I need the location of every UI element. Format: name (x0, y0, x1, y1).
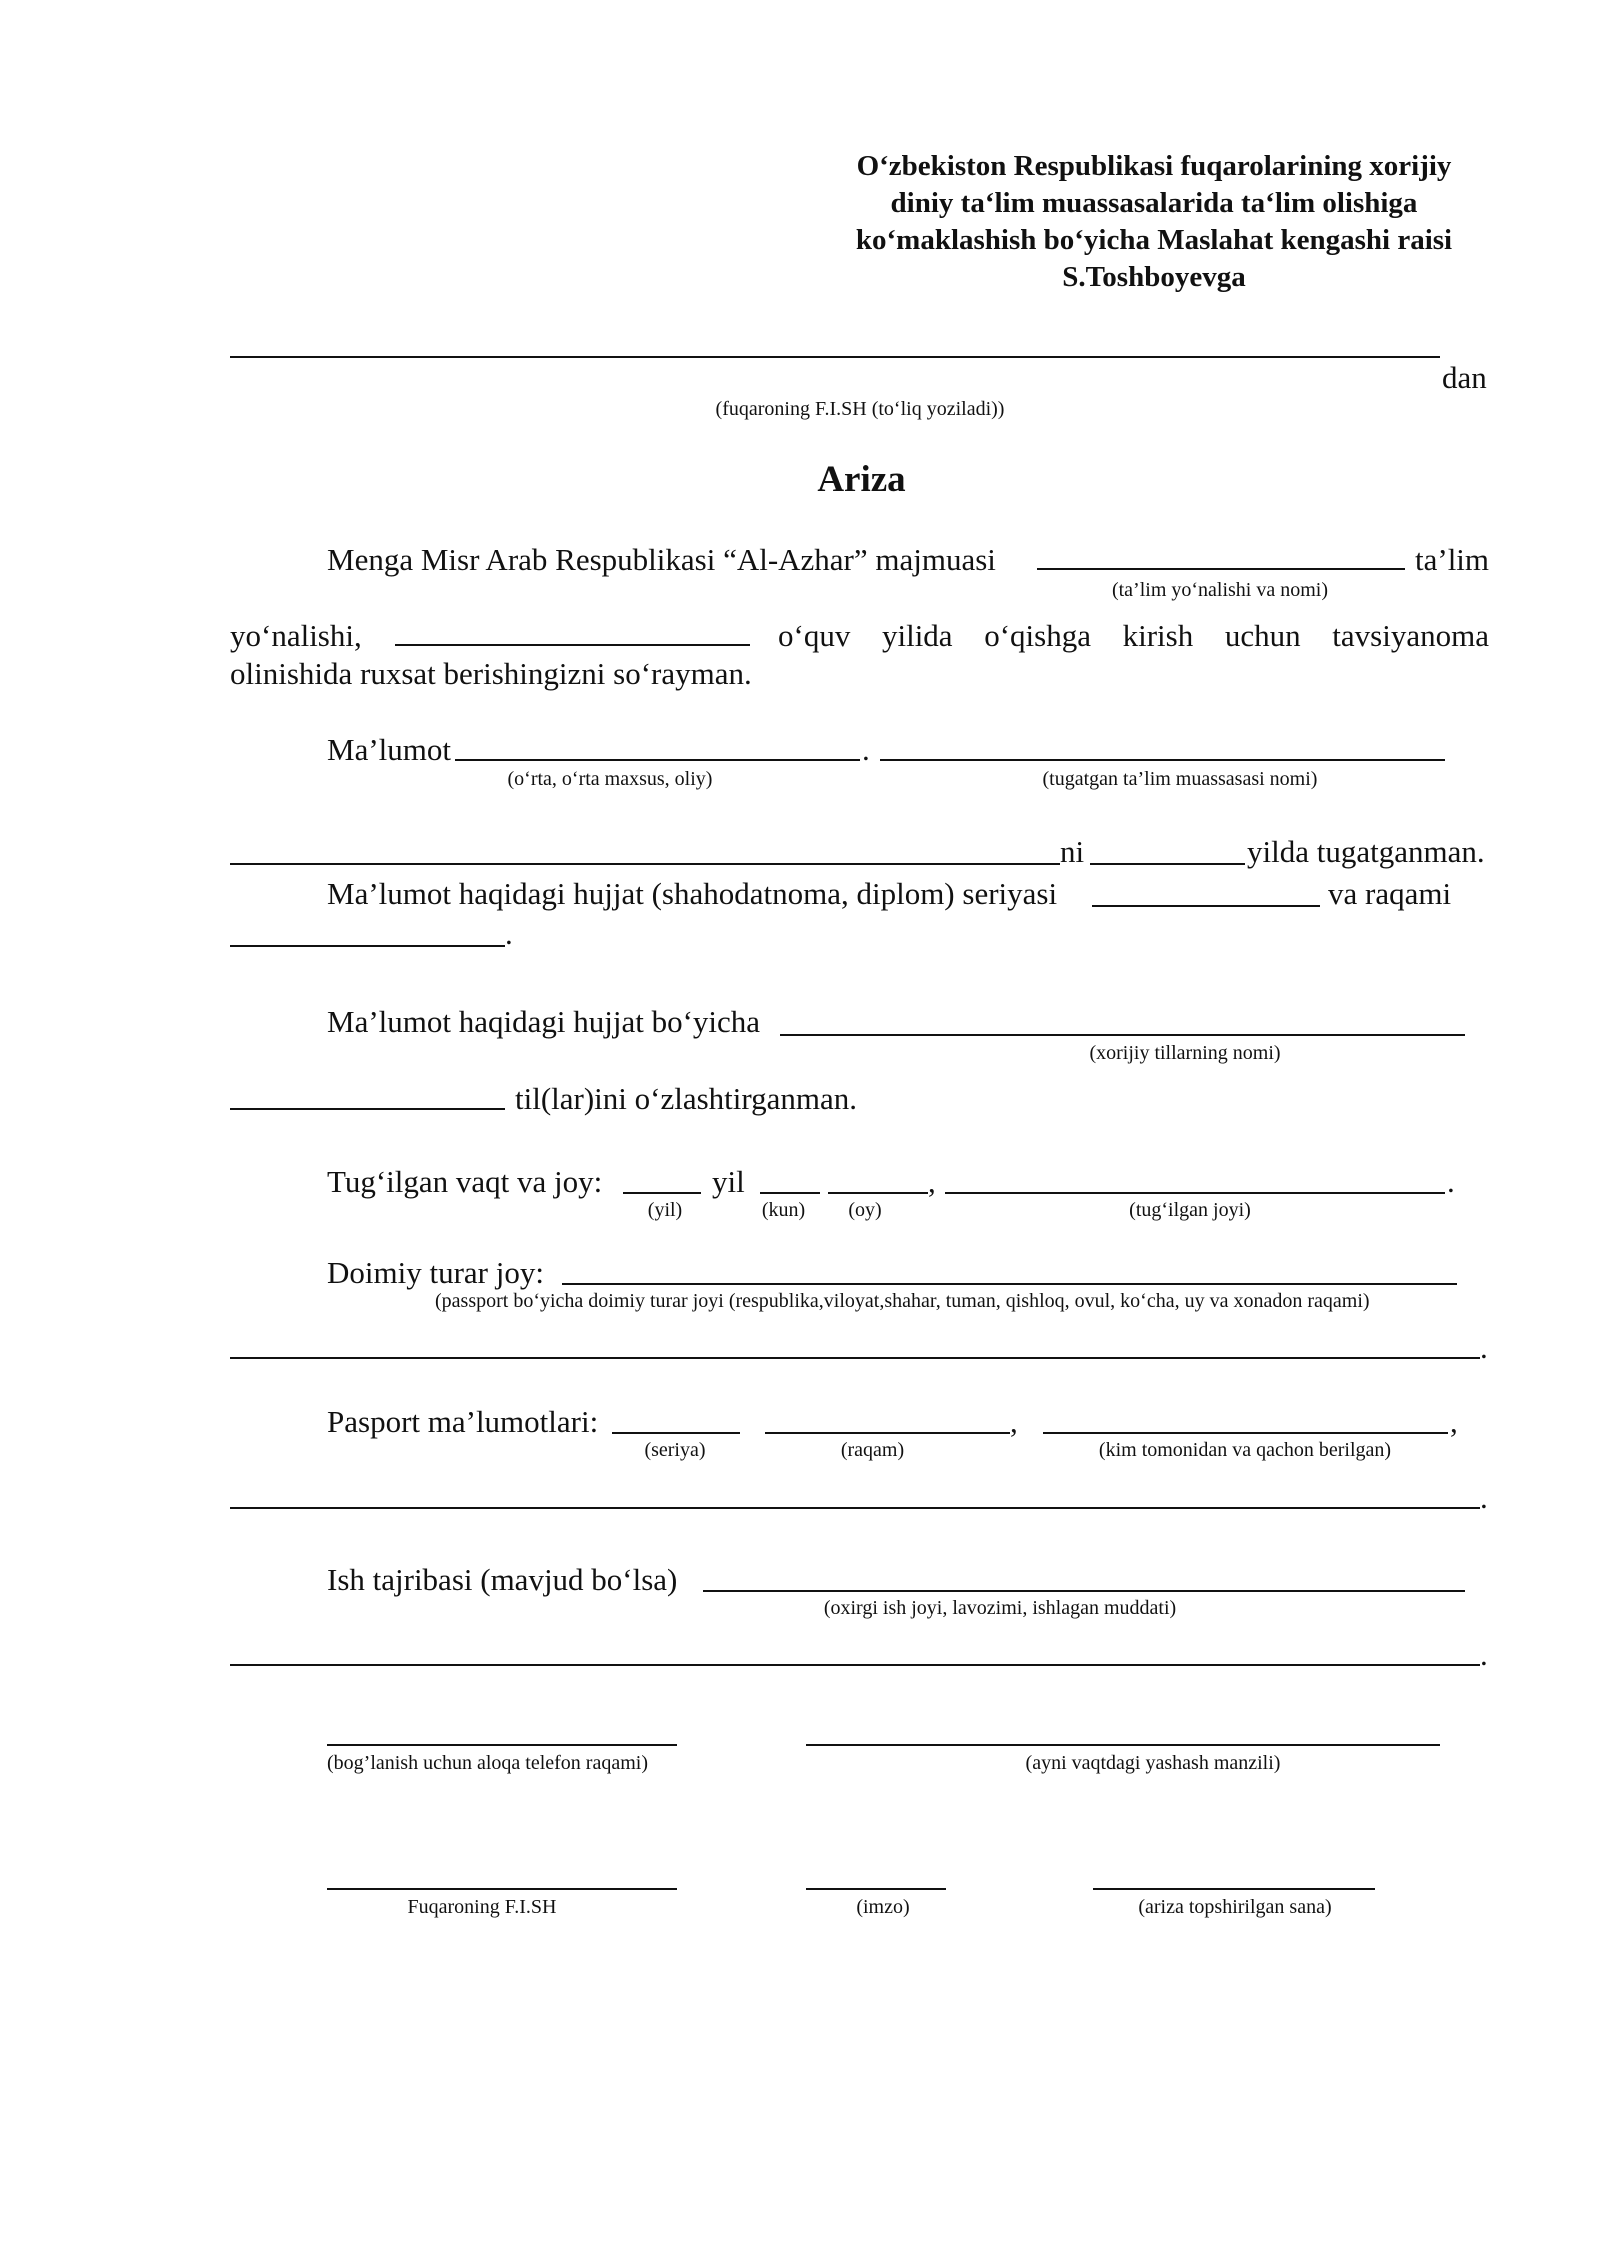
request-line-3: olinishida ruxsat berishingizni so‘rayman. (230, 656, 752, 691)
education-label: Ma’lumot (327, 732, 451, 767)
institution-continued-field[interactable] (230, 863, 1060, 865)
addressee-line-2: diniy ta‘lim muassasalarida ta‘lim olishiga (890, 187, 1418, 219)
signature-field[interactable] (806, 1888, 946, 1890)
languages-end: til(lar)ini o‘zlashtirganman. (515, 1081, 858, 1116)
education-dot: . (862, 732, 870, 767)
birth-comma: , (928, 1164, 936, 1199)
graduation-year-field[interactable] (1090, 863, 1245, 865)
passport-label: Pasport ma’lumotlari: (327, 1404, 599, 1439)
residence-label: Doimiy turar joy: (327, 1255, 544, 1290)
birth-place-field[interactable] (945, 1192, 1445, 1194)
passport-series-caption: (seriya) (644, 1439, 706, 1461)
passport-number-caption: (raqam) (840, 1439, 905, 1461)
study-direction-field[interactable] (1037, 568, 1405, 570)
request-line-1: Menga Misr Arab Respublikasi “Al-Azhar” majmuasi (327, 542, 996, 577)
applicant-name-field[interactable] (230, 356, 1440, 358)
birth-place-caption: (tug‘ilgan joyi) (1129, 1199, 1251, 1221)
work-end: . (1480, 1637, 1488, 1672)
document-series-field[interactable] (1092, 905, 1320, 907)
word-6: tavsiyanoma (1332, 618, 1489, 653)
addressee-block (820, 148, 1488, 296)
from-suffix: dan (1442, 360, 1487, 395)
languages-field[interactable] (780, 1034, 1465, 1036)
passport-issued-field[interactable] (1043, 1432, 1448, 1434)
word-3: o‘qishga (984, 618, 1091, 653)
request-line-1-end: ta’lim (1415, 542, 1490, 577)
birth-yil-word: yil (712, 1164, 745, 1199)
passport-issued-caption: (kim tomonidan va qachon berilgan) (1098, 1439, 1392, 1461)
passport-end: . (1480, 1480, 1488, 1515)
applicant-name-signature-caption: Fuqaroning F.I.SH (407, 1896, 557, 1918)
institution-caption: (tugatgan ta’lim muassasasi nomi) (1042, 768, 1318, 790)
submission-date-caption: (ariza topshirilgan sana) (1138, 1896, 1332, 1918)
languages-caption: (xorijiy tillarning nomi) (1089, 1042, 1281, 1064)
birth-day-field[interactable] (760, 1192, 820, 1194)
institution-field[interactable] (880, 759, 1445, 761)
passport-number-field[interactable] (765, 1432, 1010, 1434)
graduated-text: yilda tugatganman. (1247, 834, 1485, 869)
current-address-field[interactable] (806, 1744, 1440, 1746)
birth-label: Tug‘ilgan vaqt va joy: (327, 1164, 603, 1199)
word-1: o‘quv (778, 618, 851, 653)
passport-comma-2: , (1450, 1404, 1458, 1439)
birth-year-field[interactable] (623, 1192, 701, 1194)
document-number-text: va raqami (1328, 876, 1452, 911)
academic-year-field[interactable] (395, 644, 750, 646)
languages-label: Ma’lumot haqidagi hujjat bo‘yicha (327, 1004, 761, 1039)
work-continued-field[interactable] (230, 1664, 1480, 1666)
birth-day-caption: (kun) (761, 1199, 806, 1221)
passport-comma-1: , (1010, 1404, 1018, 1439)
passport-continued-field[interactable] (230, 1507, 1480, 1509)
addressee-line-1: O‘zbekiston Respublikasi fuqarolarining xorijiy (856, 150, 1452, 182)
document-title: Ariza (817, 459, 906, 500)
word-4: kirish (1122, 618, 1194, 653)
languages-continued-field[interactable] (230, 1108, 505, 1110)
birth-month-field[interactable] (828, 1192, 928, 1194)
phone-caption: (bog’lanish uchun aloqa telefon raqami) (327, 1752, 648, 1774)
work-field[interactable] (703, 1590, 1465, 1592)
request-line-2-start: yo‘nalishi, (230, 618, 362, 653)
submission-date-field[interactable] (1093, 1888, 1375, 1890)
passport-series-field[interactable] (612, 1432, 740, 1434)
document-number-end: . (505, 916, 513, 951)
current-address-caption: (ayni vaqtdagi yashash manzili) (1025, 1752, 1281, 1774)
addressee-line-3: ko‘maklashish bo‘yicha Maslahat kengashi raisi (855, 224, 1453, 256)
word-2: yilida (881, 618, 953, 653)
birth-end: . (1447, 1164, 1455, 1199)
request-line-2-words (778, 617, 1489, 655)
applicant-name-signature-field[interactable] (327, 1888, 677, 1890)
work-caption: (oxirgi ish joyi, lavozimi, ishlagan muddati) (823, 1597, 1177, 1619)
birth-year-caption: (yil) (647, 1199, 683, 1221)
education-level-field[interactable] (455, 759, 860, 761)
residence-continued-field[interactable] (230, 1357, 1480, 1359)
document-series-text: Ma’lumot haqidagi hujjat (shahodatnoma, diplom) seriyasi (327, 876, 1058, 911)
addressee-name: S.Toshboyevga (1062, 261, 1246, 293)
residence-field[interactable] (562, 1283, 1457, 1285)
signature-caption: (imzo) (856, 1896, 910, 1918)
study-direction-caption: (ta’lim yo‘nalishi va nomi) (1111, 579, 1329, 601)
applicant-name-caption: (fuqaroning F.I.SH (to‘liq yoziladi)) (715, 398, 1005, 420)
residence-end: . (1480, 1330, 1488, 1365)
phone-field[interactable] (327, 1744, 677, 1746)
education-ni: ni (1060, 834, 1085, 869)
word-5: uchun (1224, 618, 1301, 653)
education-level-caption: (o‘rta, o‘rta maxsus, oliy) (507, 768, 713, 790)
document-number-field[interactable] (230, 945, 505, 947)
birth-month-caption: (oy) (848, 1199, 882, 1221)
work-label: Ish tajribasi (mavjud bo‘lsa) (327, 1562, 678, 1597)
residence-caption: (passport bo‘yicha doimiy turar joyi (respublika,viloyat,shahar, tuman, qishloq, ovul, ko‘cha, uy va xonadon raqami) (435, 1290, 1370, 1312)
